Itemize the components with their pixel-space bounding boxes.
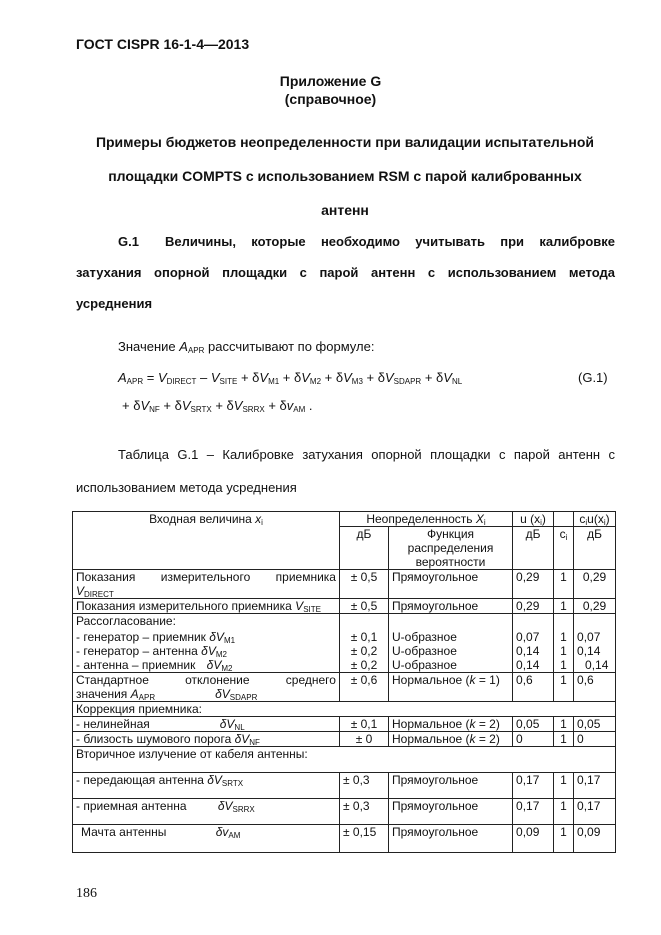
table-row: - приемная антенна $\delta V_{SRRX}$ ± 0,3 Прямоугольное 0,17 1 0,17 xyxy=(73,799,616,825)
uncertainty-budget-table xyxy=(72,511,616,853)
section-title-line-2: затухания опорной площадки с парой антенн с использованием метода xyxy=(76,265,615,280)
table-row: Вторичное излучение от кабеля антенны: xyxy=(73,747,616,773)
header-u: u $(x_i)$ xyxy=(513,512,554,527)
equation-number: (G.1) xyxy=(578,370,608,385)
section-title-line-3: усреднения xyxy=(76,296,153,311)
table-row: - нелинейная $\delta V_{NL}$ ± 0,1 Нормальное (k = 2) 0,05 1 0,05 xyxy=(73,717,616,732)
table-row: Показания измерительного приемника $V_{DIRECT}$ ± 0,5 Прямоугольное 0,29 1 0,29 xyxy=(73,570,616,599)
table-row: Стандартное отклонение среднего значения $A_{APR}$ $\delta V_{SDAPR}$ ± 0,6 Нормальное (k = 1) 0,6 1 0,6 xyxy=(73,673,616,702)
table-caption-line-1: Таблица G.1 – Калибровке затухания опорной площадки с парой антенн с xyxy=(118,447,615,462)
section-number: G.1 xyxy=(118,234,139,249)
header-db-3: дБ xyxy=(574,527,616,570)
formula-line-1: $A_{APR} = V_{DIRECT} - V_{SITE} + \delta V_{M1} + \delta V_{M2} + \delta V_{M3} + \delta V_{SDAPR} + \delta V_{NL}$ xyxy=(118,370,463,386)
section-title-line-1: Величины, которые необходимо учитывать при калибровке xyxy=(165,234,615,249)
formula-line-2: + $\delta V_{NF} + \delta V_{SRTX} + \delta V_{SRRX} + \delta v_{AM}$ . xyxy=(122,398,313,414)
header-input-quantity: Входная величина $x_i$ xyxy=(73,512,340,570)
table-row: Показания измерительного приемника $V_{SITE}$ ± 0,5 Прямоугольное 0,29 1 0,29 xyxy=(73,599,616,614)
header-ciu: $c_iu(x_i)$ xyxy=(574,512,616,527)
header-db-2: дБ xyxy=(513,527,554,570)
header-ci: $c_i$ xyxy=(554,527,574,570)
appendix-title: Приложение G xyxy=(279,73,382,89)
heading-line-2: площадки COMPTS с использованием RSM с парой калиброванных xyxy=(108,168,582,184)
appendix-subtitle: (справочное) xyxy=(284,91,377,107)
heading-line-3: антенн xyxy=(321,202,369,218)
header-distribution: Функция распределения вероятности xyxy=(389,527,513,570)
header-db: дБ xyxy=(340,527,389,570)
heading-line-1: Примеры бюджетов неопределенности при валидации испытательной xyxy=(95,134,595,150)
table-row: - близость шумового порога $\delta V_{NF}$ ± 0 Нормальное (k = 2) 0 1 0 xyxy=(73,732,616,747)
table-row: - передающая антенна $\delta V_{SRTX}$ ± 0,3 Прямоугольное 0,17 1 0,17 xyxy=(73,773,616,799)
table-row: Коррекция приемника: xyxy=(73,702,616,717)
header-empty xyxy=(554,512,574,527)
table-row: Мачта антенны $\delta v_{AM}$ ± 0,15 Прямоугольное 0,09 1 0,09 xyxy=(73,825,616,853)
header-uncertainty: Неопределенность $X_i$ xyxy=(340,512,513,527)
table-caption-line-2: использованием метода усреднения xyxy=(76,480,297,495)
table-row: Рассогласование: - генератор – приемник $\delta V_{M1}$ - генератор – антенна $\delta V_{M2}$ - антенна – приемник $\delta V_{M2}$ ± 0,1 ± 0,2 ± 0,2 U-образное U-образное U-образное 0,07 0,14 0,14 1 1 1 0,07 0,14 0,14 xyxy=(73,614,616,673)
document-header: ГОСТ CISPR 16-1-4—2013 xyxy=(76,36,250,52)
formula-intro: Значение $A_{APR}$ рассчитывают по формуле: xyxy=(118,339,375,355)
page-number: 186 xyxy=(76,886,97,901)
